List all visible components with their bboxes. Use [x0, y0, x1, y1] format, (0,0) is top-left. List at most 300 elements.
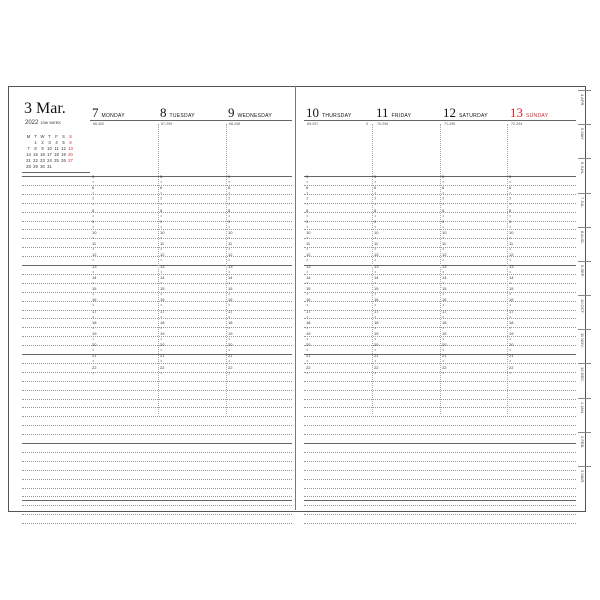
- half-hour-dot: •: [442, 235, 444, 241]
- mini-cal-day: 12: [61, 146, 66, 151]
- half-hour-dot: •: [92, 291, 94, 297]
- hour-label: 14: [509, 274, 514, 280]
- hour-label: 5: [228, 174, 231, 179]
- day-count: 69-297: [307, 122, 319, 126]
- row-rule: [304, 496, 576, 497]
- row-rule: [22, 416, 292, 417]
- half-hour-dot: •: [374, 257, 376, 263]
- row-rule: [22, 283, 292, 284]
- half-hour-dot: •: [509, 179, 511, 184]
- hour-label: 15: [306, 286, 311, 292]
- hour-label: 16: [306, 297, 311, 303]
- half-hour-dot: •: [228, 279, 230, 285]
- month-tab[interactable]: [578, 124, 591, 159]
- half-hour-dot: •: [374, 179, 376, 184]
- half-hour-dot: •: [160, 313, 162, 319]
- half-hour-dot: •: [442, 302, 444, 308]
- hour-label: 15: [442, 286, 447, 292]
- column-divider: [158, 124, 159, 414]
- column-divider: [440, 124, 441, 414]
- row-rule: [22, 479, 292, 480]
- half-hour-dot: •: [509, 313, 511, 319]
- half-hour-dot: •: [228, 313, 230, 319]
- mini-cal-day: 27: [68, 158, 73, 163]
- day-number: 7: [92, 105, 99, 120]
- year: 2022: [25, 120, 39, 126]
- hour-label: 7: [442, 196, 445, 202]
- column-divider: [372, 124, 373, 414]
- day-count: 71-295: [444, 122, 456, 126]
- hour-label: 6: [442, 185, 445, 191]
- hour-label: 9: [442, 218, 445, 224]
- half-hour-dot: •: [160, 335, 162, 341]
- half-hour-dot: •: [306, 268, 308, 274]
- half-hour-dot: •: [228, 291, 230, 297]
- half-hour-dot: •: [92, 268, 94, 274]
- half-hour-dot: •: [374, 235, 376, 241]
- hour-label: 9: [92, 218, 95, 224]
- hour-label: 12: [442, 252, 447, 258]
- row-rule: [22, 407, 292, 408]
- half-hour-dot: •: [509, 291, 511, 297]
- hour-label: 7: [509, 196, 512, 202]
- half-hour-dot: •: [160, 279, 162, 285]
- mini-cal-day: 23: [40, 158, 45, 163]
- hour-label: 14: [306, 274, 311, 280]
- hour-label: 6: [306, 185, 309, 191]
- month-tab[interactable]: [578, 466, 591, 501]
- hour-label: 5: [92, 174, 95, 179]
- mini-cal-day: 8: [34, 146, 37, 151]
- mini-cal-day: 16: [40, 152, 45, 157]
- row-rule: [22, 369, 292, 375]
- half-hour-dot: •: [306, 179, 308, 184]
- half-hour-dot: •: [228, 212, 230, 218]
- row-rule: [22, 310, 292, 311]
- hour-label: 16: [442, 297, 447, 303]
- month-title: 3 Mar.: [24, 100, 66, 117]
- half-hour-dot: •: [442, 212, 444, 218]
- hour-label: 12: [374, 252, 379, 258]
- month-tab[interactable]: [578, 295, 591, 330]
- hour-label: 22: [160, 364, 165, 370]
- month-tab[interactable]: [578, 261, 591, 296]
- half-hour-dot: •: [92, 257, 94, 263]
- hour-label: 11: [160, 241, 165, 247]
- header-rule: [90, 120, 292, 121]
- hour-label: 10: [228, 230, 233, 236]
- half-hour-dot: •: [160, 268, 162, 274]
- row-rule: [304, 514, 576, 515]
- hour-label: 16: [228, 297, 233, 303]
- mini-cal-day: 4: [55, 140, 58, 145]
- row-rule: [22, 399, 292, 400]
- row-rule: [304, 416, 576, 417]
- hour-label: 9: [306, 218, 309, 224]
- hour-rule: [22, 176, 292, 177]
- hour-label: 6: [509, 185, 512, 191]
- half-hour-dot: •: [442, 335, 444, 341]
- mini-cal-day: 3: [48, 140, 51, 145]
- half-hour-dot: •: [374, 358, 376, 364]
- hour-rule: [22, 443, 292, 444]
- half-hour-dot: •: [442, 190, 444, 196]
- mini-cal-day: 20: [68, 152, 73, 157]
- hour-label: 21: [92, 353, 97, 359]
- half-hour-dot: •: [92, 223, 94, 229]
- hour-label: 20: [374, 342, 379, 348]
- mini-cal-weekday: F: [55, 134, 58, 139]
- day-number: 13: [510, 105, 523, 120]
- hour-rule: [304, 443, 576, 444]
- month-index-tabs: [578, 90, 592, 500]
- half-hour-dot: •: [92, 302, 94, 308]
- hour-label: 17: [92, 308, 97, 314]
- half-hour-dot: •: [509, 358, 511, 364]
- hour-label: 18: [228, 319, 233, 325]
- mini-cal-day: 19: [61, 152, 66, 157]
- half-hour-dot: •: [374, 335, 376, 341]
- hour-label: 11: [228, 241, 233, 247]
- hour-label: 14: [442, 274, 447, 280]
- month-tab-label: 1 JAN.: [580, 401, 585, 414]
- month-tab-label: 3 MAR.: [580, 469, 585, 484]
- hour-label: 10: [509, 230, 514, 236]
- half-hour-dot: •: [160, 223, 162, 229]
- half-hour-dot: •: [509, 335, 511, 341]
- hour-label: 22: [92, 364, 97, 370]
- hour-label: 20: [306, 342, 311, 348]
- half-hour-dot: •: [228, 347, 230, 353]
- half-hour-dot: •: [442, 246, 444, 252]
- half-hour-dot: •: [306, 257, 308, 263]
- hour-label: 18: [442, 319, 447, 325]
- mini-cal-day: 7: [27, 146, 30, 151]
- half-hour-dot: •: [509, 190, 511, 196]
- day-count: 66-300: [93, 122, 105, 126]
- half-hour-dot: •: [306, 291, 308, 297]
- month-tab[interactable]: [578, 227, 591, 262]
- hour-label: 11: [509, 241, 514, 247]
- row-rule: [304, 470, 576, 471]
- half-hour-dot: •: [374, 324, 376, 330]
- row-rule: [22, 212, 292, 213]
- hour-label: 11: [92, 241, 97, 247]
- hour-label: 10: [160, 230, 165, 236]
- month-tab-label: 2 FEB.: [580, 435, 585, 448]
- hour-label: 13: [160, 263, 165, 269]
- mini-cal-day: 14: [26, 152, 31, 157]
- half-hour-dot: •: [228, 324, 230, 330]
- row-rule: [304, 452, 576, 453]
- mini-cal-weekday: S: [62, 134, 65, 139]
- hour-label: 15: [160, 286, 165, 292]
- bottom-rule: [22, 500, 292, 501]
- half-hour-dot: •: [306, 235, 308, 241]
- mini-cal-day: 17: [47, 152, 52, 157]
- hour-label: 20: [228, 342, 233, 348]
- hour-label: 19: [228, 330, 233, 336]
- day-number: 11: [376, 105, 389, 120]
- half-hour-dot: •: [92, 369, 94, 375]
- hour-label: 12: [509, 252, 514, 258]
- half-hour-dot: •: [442, 347, 444, 353]
- row-rule: [304, 505, 576, 506]
- hour-label: 12: [92, 252, 97, 258]
- day-number: 9: [228, 105, 235, 120]
- half-hour-dot: •: [509, 268, 511, 274]
- mini-cal-day: 2: [41, 140, 44, 145]
- half-hour-dot: •: [509, 257, 511, 263]
- half-hour-dot: •: [92, 358, 94, 364]
- hour-label: 5: [509, 174, 512, 179]
- half-hour-dot: •: [92, 335, 94, 341]
- row-rule: [22, 496, 292, 497]
- row-rule: [22, 363, 292, 364]
- hour-label: 21: [374, 353, 379, 359]
- mini-cal-day: 26: [61, 158, 66, 163]
- hour-label: 19: [92, 330, 97, 336]
- half-hour-dot: •: [228, 268, 230, 274]
- half-hour-dot: •: [228, 179, 230, 184]
- month-tab[interactable]: [578, 158, 591, 193]
- hour-rule: [22, 265, 292, 266]
- month-tab[interactable]: [578, 193, 591, 228]
- hour-label: 5: [306, 174, 309, 179]
- hour-label: 20: [442, 342, 447, 348]
- row-rule: [304, 434, 576, 435]
- row-rule: [22, 229, 292, 230]
- row-rule: [22, 390, 292, 391]
- hour-rule: [22, 354, 292, 355]
- hour-label: 11: [374, 241, 379, 247]
- hour-label: 18: [92, 319, 97, 325]
- half-hour-dot: •: [306, 347, 308, 353]
- half-hour-dot: •: [160, 291, 162, 297]
- row-rule: [22, 201, 292, 207]
- hour-label: 13: [374, 263, 379, 269]
- hour-label: 22: [509, 364, 514, 370]
- half-hour-dot: •: [442, 279, 444, 285]
- mini-cal-day: 22: [33, 158, 38, 163]
- week-number: 10th WEEK: [40, 120, 62, 125]
- half-hour-dot: •: [374, 212, 376, 218]
- hour-label: 21: [228, 353, 233, 359]
- half-hour-dot: •: [509, 369, 511, 375]
- mini-cal-day: 9: [41, 146, 44, 151]
- half-hour-dot: •: [228, 257, 230, 263]
- half-hour-dot: •: [92, 235, 94, 241]
- half-hour-dot: •: [92, 246, 94, 252]
- hour-label: 13: [92, 263, 97, 269]
- half-hour-dot: •: [92, 190, 94, 196]
- row-rule: [22, 452, 292, 453]
- mini-cal-day: 25: [54, 158, 59, 163]
- row-rule: [22, 218, 292, 224]
- month-tab-label: 10 OCT.: [580, 299, 585, 314]
- hour-label: 14: [92, 274, 97, 280]
- month-tab[interactable]: [578, 432, 591, 467]
- hour-label: 13: [509, 263, 514, 269]
- half-hour-dot: •: [160, 246, 162, 252]
- hour-label: 8: [92, 207, 95, 213]
- mini-cal-day: 21: [26, 158, 31, 163]
- month-tab[interactable]: [578, 329, 591, 364]
- row-rule: [304, 488, 576, 489]
- mini-cal-weekday: M: [26, 134, 31, 139]
- half-hour-dot: •: [160, 324, 162, 330]
- month-tab-label: 9 SEP.: [580, 264, 585, 277]
- half-hour-dot: •: [92, 324, 94, 330]
- month-tab-label: 11 NOV.: [580, 333, 585, 348]
- row-rule: [22, 256, 292, 257]
- row-rule: [22, 381, 292, 382]
- day-count: 72-294: [511, 122, 523, 126]
- hour-label: 14: [228, 274, 233, 280]
- hour-label: 10: [442, 230, 447, 236]
- hour-label: 14: [160, 274, 165, 280]
- day-name: TUESDAY: [169, 113, 195, 119]
- day-count: 70-296: [377, 122, 389, 126]
- mini-cal-day: 29: [33, 164, 38, 169]
- hour-label: 9: [374, 218, 377, 224]
- month-tab-label: 12 DEC.: [580, 367, 585, 383]
- half-hour-dot: •: [374, 302, 376, 308]
- half-hour-dot: •: [92, 347, 94, 353]
- day-number: 10: [306, 105, 319, 120]
- mini-cal-weekday: S: [69, 134, 72, 139]
- half-hour-dot: •: [374, 369, 376, 375]
- row-rule: [22, 425, 292, 426]
- month-tab[interactable]: [578, 363, 591, 398]
- row-rule: [22, 345, 292, 346]
- mini-cal-day: 30: [40, 164, 45, 169]
- half-hour-dot: •: [442, 257, 444, 263]
- half-hour-dot: •: [160, 369, 162, 375]
- half-hour-dot: •: [306, 369, 308, 375]
- half-hour-dot: •: [442, 324, 444, 330]
- half-hour-dot: •: [374, 268, 376, 274]
- hour-label: 7: [92, 196, 95, 202]
- half-hour-dot: •: [228, 223, 230, 229]
- day-name: FRIDAY: [391, 113, 412, 119]
- half-hour-dot: •: [509, 223, 511, 229]
- half-hour-dot: •: [442, 313, 444, 319]
- half-hour-dot: •: [509, 324, 511, 330]
- half-hour-dot: •: [442, 223, 444, 229]
- half-hour-dot: •: [306, 190, 308, 196]
- row-rule: [22, 523, 292, 524]
- row-rule: [304, 479, 576, 480]
- half-hour-dot: •: [374, 291, 376, 297]
- month-tab-label: 5 MAY: [580, 128, 585, 140]
- half-hour-dot: •: [374, 279, 376, 285]
- row-rule: [22, 324, 292, 330]
- day-name: WEDNESDAY: [237, 113, 273, 119]
- half-hour-dot: •: [374, 190, 376, 196]
- row-rule: [304, 523, 576, 524]
- half-hour-dot: •: [92, 201, 94, 207]
- mini-cal-weekday: T: [48, 134, 51, 139]
- spine: [295, 86, 296, 510]
- hour-label: 20: [92, 342, 97, 348]
- half-hour-dot: •: [306, 313, 308, 319]
- hour-label: 11: [442, 241, 447, 247]
- month-tab[interactable]: [578, 398, 591, 433]
- hour-label: 11: [306, 241, 311, 247]
- half-hour-dot: •: [306, 212, 308, 218]
- hour-label: 13: [306, 263, 311, 269]
- mini-cal-day: 11: [54, 146, 59, 151]
- hour-label: 7: [374, 196, 377, 202]
- month-tab[interactable]: [578, 90, 591, 125]
- half-hour-dot: •: [509, 279, 511, 285]
- hour-label: 8: [442, 207, 445, 213]
- row-rule: [22, 292, 292, 293]
- hour-label: 7: [160, 196, 163, 202]
- hour-label: 21: [509, 353, 514, 359]
- month-tab-label: 4 APR.: [580, 94, 585, 107]
- row-rule: [304, 425, 576, 426]
- half-hour-dot: •: [160, 347, 162, 353]
- half-hour-dot: •: [160, 302, 162, 308]
- mini-cal-day: 5: [62, 140, 65, 145]
- hour-label: 19: [509, 330, 514, 336]
- hour-label: 20: [160, 342, 165, 348]
- half-hour-dot: •: [228, 190, 230, 196]
- hour-label: 13: [442, 263, 447, 269]
- row-rule: [22, 238, 292, 239]
- half-hour-dot: •: [374, 223, 376, 229]
- half-hour-dot: •: [92, 313, 94, 319]
- header-rule: [22, 172, 90, 173]
- hour-label: 8: [509, 207, 512, 213]
- half-hour-dot: •: [228, 302, 230, 308]
- year-week-line: [25, 120, 61, 126]
- row-rule: [22, 336, 292, 337]
- row-rule: [22, 434, 292, 435]
- hour-label: 8: [306, 207, 309, 213]
- hour-label: 9: [228, 218, 231, 224]
- day-name: MONDAY: [101, 113, 125, 119]
- half-hour-dot: •: [160, 358, 162, 364]
- hour-label: 21: [160, 353, 165, 359]
- hour-label: 17: [306, 308, 311, 314]
- hour-label: 21: [442, 353, 447, 359]
- half-hour-dot: •: [509, 201, 511, 207]
- half-hour-dot: •: [442, 358, 444, 364]
- half-hour-dot: •: [92, 212, 94, 218]
- hour-label: 10: [306, 230, 311, 236]
- row-rule: [22, 461, 292, 462]
- half-hour-dot: •: [160, 212, 162, 218]
- hour-label: 17: [509, 308, 514, 314]
- half-hour-dot: •: [160, 179, 162, 184]
- half-hour-dot: •: [228, 235, 230, 241]
- hour-label: 15: [374, 286, 379, 292]
- hour-label: 7: [306, 196, 309, 202]
- hour-label: 22: [306, 364, 311, 370]
- hour-label: 18: [374, 319, 379, 325]
- hour-label: 19: [442, 330, 447, 336]
- half-hour-dot: •: [442, 369, 444, 375]
- mini-cal-day: 6: [69, 140, 72, 145]
- row-rule: [22, 274, 292, 275]
- hour-label: 15: [228, 286, 233, 292]
- half-hour-dot: •: [509, 235, 511, 241]
- day-number: 8: [160, 105, 167, 120]
- day-number: 12: [443, 105, 456, 120]
